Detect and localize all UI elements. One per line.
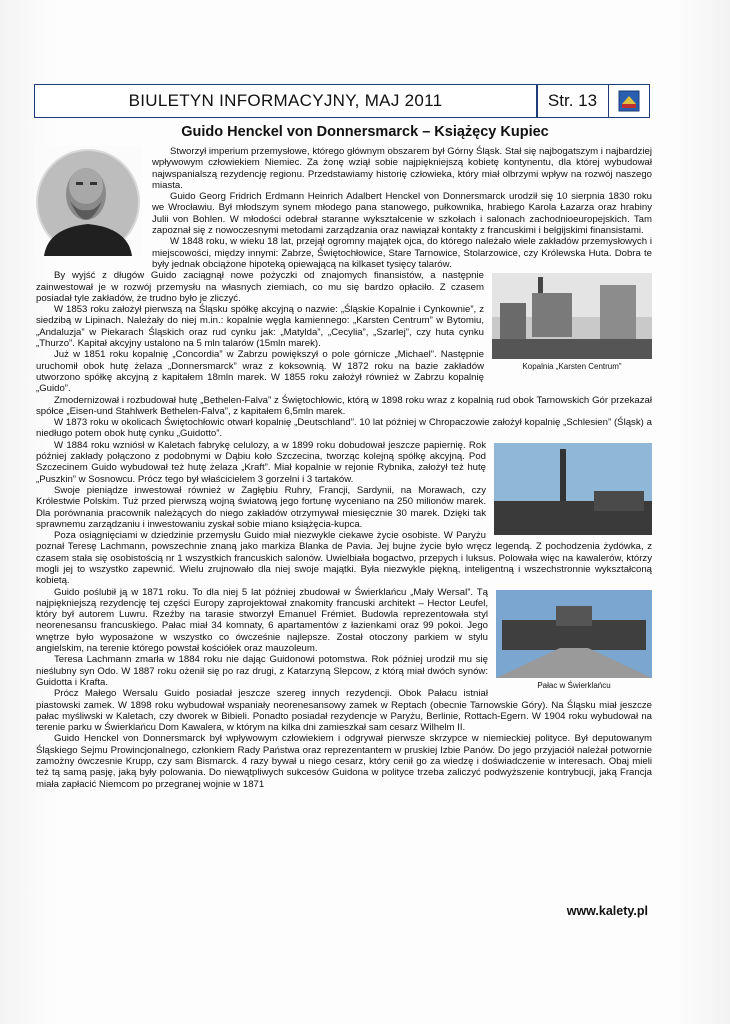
paragraph: Zmodernizował i rozbudował hutę „Bethelen-Falva” z Świętochłowic, którą w 1898 roku wraz z kopalnią rud obok Tarnowskich Gór przekazał spółce „Eisen-und Stahlwerk Bethelen-Falva”, z kapitałem 6,5mln marek. bbox=[36, 394, 652, 417]
paragraph: Guido poślubił ją w 1871 roku. To dla niej 5 lat później zbudował w Świerklańcu „Mały Wersal”. Tą najpiękniejszą rezydencję tej części Europy zaprojektował znakomity francuski architekt – Hector Leufel, który był autorem Luwru. Rzeźby na tarasie stworzył Emanuel Frémiet. Budowla reprezentowała styl neorenesansu francuskiego. Pałac miał 34 komnaty, 6 apartamentów z łazienkami oraz 99 pokoi. Jego wnętrze było wyposażone w wszystko co ówcześnie najlepsze. Został otoczony parkiem w stylu angielskim, na terenie którego powstał kościółek oraz mauzoleum. bbox=[36, 586, 488, 655]
article-body bbox=[36, 146, 652, 790]
bulletin-header bbox=[34, 84, 650, 118]
paragraph: Już w 1851 roku kopalnię „Concordia” w Zabrzu powiększył o pole górnicze „Michael”. Następnie uruchomił obok hutę żelaza „Donnersmarck” wraz z koksownią. W 1872 roku na bazie zakładów utworzono spółkę akcyjną z kapitałem 18mln marek. W 1855 roku założył również w Zabrzu kopalnię „Guido”. bbox=[36, 349, 484, 395]
palace-photo bbox=[496, 590, 652, 678]
article-title: Guido Henckel von Donnersmarck – Książęcy Kupiec bbox=[181, 124, 549, 140]
coat-of-arms-icon bbox=[609, 85, 649, 117]
paragraph: Poza osiągnięciami w dziedzinie przemysłu Guido miał niezwykle ciekawe życie osobiste. W Paryżu poznał Teresę Lachmann, powszechnie znaną jako markiza Blanka de Pavia. Jej bujne życie było wręcz legendą. Z pochodzenia żydówka, z czasem stała się osobistością nr 1 wszystkich francuskich salonów. Uwielbiała bogactwo, przepych i luksus. Polowała więc na kawalerów, którzy mogli jej to wszystko zapewnić. Wielu zrujnowało dla niej swoje majątki. Była niezwykle piękną, inteligentną i wszechstronnie wykształconą kobietą. bbox=[36, 530, 652, 587]
factory-photo bbox=[494, 443, 652, 535]
mine-photo-caption: Kopalnia „Karsten Centrum” bbox=[522, 362, 622, 372]
palace-photo-figure bbox=[496, 590, 652, 691]
factory-photo-figure bbox=[494, 443, 652, 535]
page-number: Str. 13 bbox=[547, 91, 598, 110]
paragraph: Guido Georg Fridrich Erdmann Heinrich Adalbert Henckel von Donnersmarck urodził się 10 sierpnia 1830 roku we Wrocławiu. Był młodszym synem młodego pana stanowego, pułkownika, hrabiego Karola Łazarza oraz hrabiny Julii von Bohlen. W młodości odebrał staranne wykształcenie w szkołach i salonach zachodnioeuropejskich. Tam zapoznał się z nowoczesnymi metodami zarządzania oraz nawiązał kontakty z francuskimi i belgijskimi finansistami. bbox=[152, 191, 652, 237]
paragraph: W 1853 roku założył pierwszą na Śląsku spółkę akcyjną o nazwie: „Śląskie Kopalnie i Cynkownie”, z siedzibą w Lipinach. Należały do niej m.in.: kopalnie węgla kamiennego: „Karsten Centrum” w Bytomiu, „Andaluzja” w Piekarach Śląskich oraz rud cynku jak: „Matylda”, „Cecylia”, „Szarlej”, czy huta cynku „Thurzo”. Kapitał akcyjny ustalono na 5 mln talarów (15mln marek). bbox=[36, 304, 484, 350]
mine-photo bbox=[492, 273, 652, 359]
paragraph: W 1884 roku wzniósł w Kaletach fabrykę celulozy, a w 1899 roku dobudował jeszcze papiernię. Rok później zakłady połączono z podobnymi w Dąbiu koło Szczecina, tworząc kolejną spółkę akcyjną. Pod Szczecinem Guido wybudował też hutę żelaza „Kraft”. Miał kopalnie w rejonie Rybnika, założył też hutę „Puszkin” w Sosnowcu. Prócz tego był właścicielem 3 gorzelni i 3 tartaków. bbox=[36, 439, 486, 485]
paragraph: Prócz Małego Wersalu Guido posiadał jeszcze szereg innych rezydencji. Obok Pałacu istniał piastowski zamek. W 1898 roku wybudował wspaniały neorenesansowy zamek w Reptach (obecnie Tarnowskie Góry). Na Śląsku miał jeszcze pałac myśliwski w Kaletach, czy dworek w Bibieli. Ponadto posiadał rezydencje w Paryżu, Berlinie, Rottach-Egern. W 1904 roku wybudował na terenie parku w Świerklańcu Dom Kawalera, w którym na kilka dni zamieszkał sam cesarz Wilhelm II. bbox=[36, 688, 652, 734]
paragraph: W 1873 roku w okolicach Świętochłowic otwarł kopalnię „Deutschland”. 10 lat później w Chropaczowie założył kopalnię „Schlesien” (Śląsk) a niedługo potem obok hutę cynku „Guidotto”. bbox=[36, 417, 652, 440]
bulletin-title: BIULETYN INFORMACYJNY, MAJ 2011 bbox=[128, 91, 443, 110]
paragraph: By wyjść z długów Guido zaciągnął nowe pożyczki od znajomych finansistów, a następnie zainwestował je w rozwój przemysłu na własnych ziemiach, co mu się bardzo opłaciło. Z czasem posiadał tyle zakładów, że trudno było je zliczyć. bbox=[36, 270, 484, 304]
palace-photo-caption: Pałac w Świerklańcu bbox=[537, 680, 611, 690]
paragraph: Stworzył imperium przemysłowe, którego głównym obszarem był Górny Śląsk. Stał się najbogatszym i najbardziej wpływowym człowiekiem Niemiec. Za żonę wziął sobie najpiękniejszą kobietę kontynentu, dla której wybudował najwspanialszą rezydencję regionu. Przedstawiamy historię człowieka, który miał olbrzymi wpływ na rozwój naszego miasta. bbox=[152, 146, 653, 191]
website-url: www.kalety.pl bbox=[566, 904, 648, 918]
mine-photo-figure bbox=[492, 273, 652, 372]
paragraph: Teresa Lachmann zmarła w 1884 roku nie dając Guidonowi potomstwa. Rok później urodził mu się nieślubny syn Odo. W 1887 roku ożenił się po raz drugi, z Katarzyną Slepcow, z którą miał dwóch synów: Guidotta i Krafta. bbox=[36, 654, 488, 688]
portrait-image bbox=[34, 146, 142, 259]
paragraph: Guido Henckel von Donnersmarck był wpływowym człowiekiem i odgrywał pierwsze skrzypce w niemieckiej polityce. Był deputowanym Śląskiego Sejmu Prowincjonalnego, członkiem Rady Państwa oraz reprezentantem w pruskiej Izbie Panów. Do jego przyjaciół należał potwornie zamożny ówczesnie Krupp, czy sam Bismarck. 4 razy bywał u niego cesarz, który cenił go za wiedzę i doświadczenie w interesach. Obaj mieli też tą samą pasję, jaką były polowania. Do niewątpliwych sukcesów Guidona w polityce trzeba zaliczyć podwyższenie kontrybucji, jaką Francja miała zapłacić Niemcom po przegranej wojnie w 1871 bbox=[36, 733, 652, 790]
paragraph: W 1848 roku, w wieku 18 lat, przejął ogromny majątek ojca, do którego należało wiele zakładów przemysłowych i miejscowości, między innymi: Zabrze, Świętochłowice, Stare Tarnowice, Stolarzowice, czy Królewska Huta. Dobra te były jednak obciążone hipoteką opiewającą na kilkaset tysięcy talarów. bbox=[152, 236, 652, 270]
paragraph: Swoje pieniądze inwestował również w Zagłębiu Ruhry, Francji, Sardynii, na Morawach, czy Królestwie Polskim. Tuż przed pierwszą wojną światową jego fortunę wyceniano na 250 milionów marek. Dla porównania pracownik należących do niego zakładów otrzymywał miesięcznie 30 marek. Dzięki tak sprawnemu zarządzaniu i inwestowaniu zyskał sobie miano książęcia-kupca. bbox=[36, 484, 486, 530]
